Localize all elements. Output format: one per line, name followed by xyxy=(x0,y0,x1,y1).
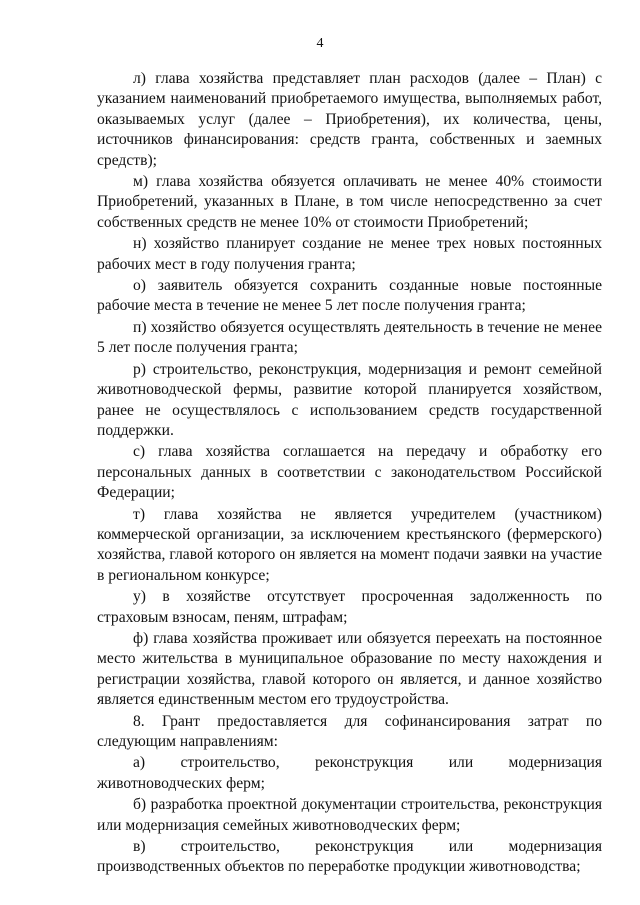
paragraph-f: ф) глава хозяйства проживает или обязуется переехать на постоянное место жительства в муниципальное образование по месту нахождения и регистрации хозяйства, главой которого он является, и данное хозяйство является единственным местом его трудоустройства. xyxy=(97,629,602,709)
paragraph-section-8: 8. Грант предоставляется для софинансирования затрат по следующим направлениям: xyxy=(97,712,602,750)
paragraph-m: м) глава хозяйства обязуется оплачивать не менее 40% стоимости Приобретений, указанных в Плане, в том числе непосредственно за счет собственных средств не менее 10% от стоимости Приобретений; xyxy=(97,173,602,231)
paragraph-s: с) глава хозяйства соглашается на передачу и обработку его персональных данных в соответствии с законодательством Российской Федерации; xyxy=(97,443,602,502)
paragraph-o: о) заявитель обязуется сохранить созданные новые постоянные рабочие места в течение не менее 5 лет после получения гранта; xyxy=(97,277,602,315)
paragraph-n: н) хозяйство планирует создание не менее трех новых постоянных рабочих мест в году получения гранта; xyxy=(97,235,602,273)
paragraph-b: б) разработка проектной документации строительства, реконструкция или модернизация семейных животноводческих ферм; xyxy=(97,796,602,834)
paragraph-a: а) строительство, реконструкция или модернизация животноводческих ферм; xyxy=(97,754,602,792)
document-body xyxy=(97,69,602,879)
paragraph-r: р) строительство, реконструкция, модернизация и ремонт семейной животноводческой фермы, развитие которой планируется хозяйством, ранее не осуществлялось с использованием средств государственной поддержки. xyxy=(97,360,602,439)
paragraph-l: л) глава хозяйства представляет план расходов (далее – План) с указанием наименований приобретаемого имущества, выполняемых работ, оказываемых услуг (далее – Приобретения), их количества, цены, источников финансирования: средств гранта, собственных и заемных средств); xyxy=(97,70,602,169)
page-number: 4 xyxy=(316,36,324,51)
paragraph-u: у) в хозяйстве отсутствует просроченная задолженность по страховым взносам, пеням, штрафам; xyxy=(97,588,602,626)
paragraph-v: в) строительство, реконструкция или модернизация производственных объектов по переработке продукции животноводства; xyxy=(97,838,602,876)
paragraph-p: п) хозяйство обязуется осуществлять деятельность в течение не менее 5 лет после получения гранта; xyxy=(97,318,602,357)
paragraph-t: т) глава хозяйства не является учредителем (участником) коммерческой организации, за исключением крестьянского (фермерского) хозяйства, главой которого он является на момент подачи заявки на участие в региональном конкурсе; xyxy=(97,505,602,584)
